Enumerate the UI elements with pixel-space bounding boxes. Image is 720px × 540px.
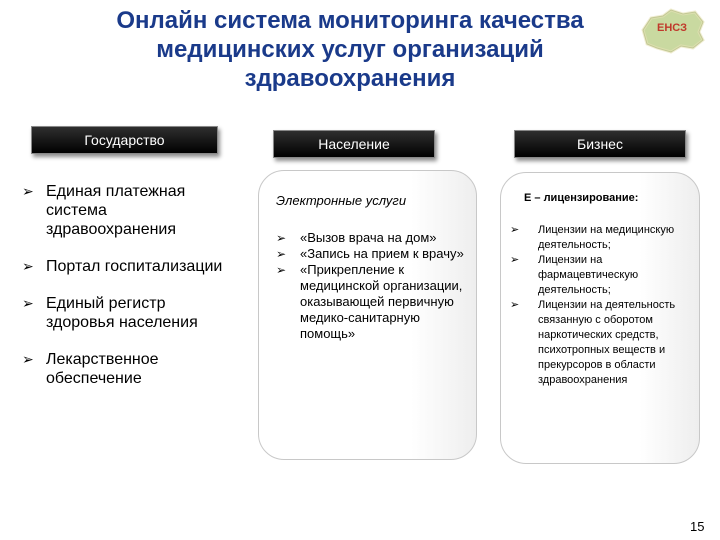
header-gosudarstvo: Государство — [31, 126, 218, 154]
arrow-bullet-icon: ➢ — [22, 183, 34, 199]
page-number: 15 — [690, 519, 705, 534]
list-item: ➢ Лекарственное обеспечение — [22, 351, 159, 387]
subtitle-e-services: Электронные услуги — [276, 193, 407, 208]
arrow-bullet-icon: ➢ — [510, 224, 520, 236]
list-naselenie — [276, 230, 468, 342]
arrow-bullet-icon: ➢ — [276, 231, 287, 245]
logo-label: ЕНСЗ — [657, 22, 687, 34]
arrow-bullet-icon: ➢ — [22, 351, 34, 367]
list-biznes — [510, 223, 692, 388]
list-gosudarstvo — [22, 182, 232, 406]
list-item: ➢ Единый регистр здоровья населения — [22, 295, 198, 331]
list-item: ➢ Лицензии на деятельность связанную с оборотом наркотических средств, психотропных веществ и прекурсоров в области здравоохранения — [510, 299, 676, 386]
list-item: ➢ Портал госпитализации — [22, 258, 223, 275]
arrow-bullet-icon: ➢ — [276, 247, 287, 261]
page-title: Онлайн система мониторинга качества медицинских услуг организаций здравоохранения — [116, 7, 584, 92]
arrow-bullet-icon: ➢ — [510, 299, 520, 311]
list-item: ➢ «Прикрепление к медицинской организации, оказывающей первичную медико-санитарную помощь» — [276, 262, 463, 341]
subtitle-e-licensing: Е – лицензирование: — [524, 192, 639, 204]
arrow-bullet-icon: ➢ — [510, 254, 520, 266]
list-item: ➢ Единая платежная система здравоохранения — [22, 183, 186, 238]
list-item: ➢ «Вызов врача на дом» — [276, 230, 437, 245]
header-biznes: Бизнес — [514, 130, 686, 158]
list-item: ➢ Лицензии на медицинскую деятельность; — [510, 224, 675, 251]
logo — [637, 6, 707, 58]
list-item: ➢ Лицензии на фармацевтическую деятельность; — [510, 254, 639, 296]
arrow-bullet-icon: ➢ — [22, 258, 34, 274]
list-item: ➢ «Запись на прием к врачу» — [276, 246, 464, 261]
arrow-bullet-icon: ➢ — [276, 263, 287, 277]
arrow-bullet-icon: ➢ — [22, 295, 34, 311]
header-naselenie: Население — [273, 130, 435, 158]
